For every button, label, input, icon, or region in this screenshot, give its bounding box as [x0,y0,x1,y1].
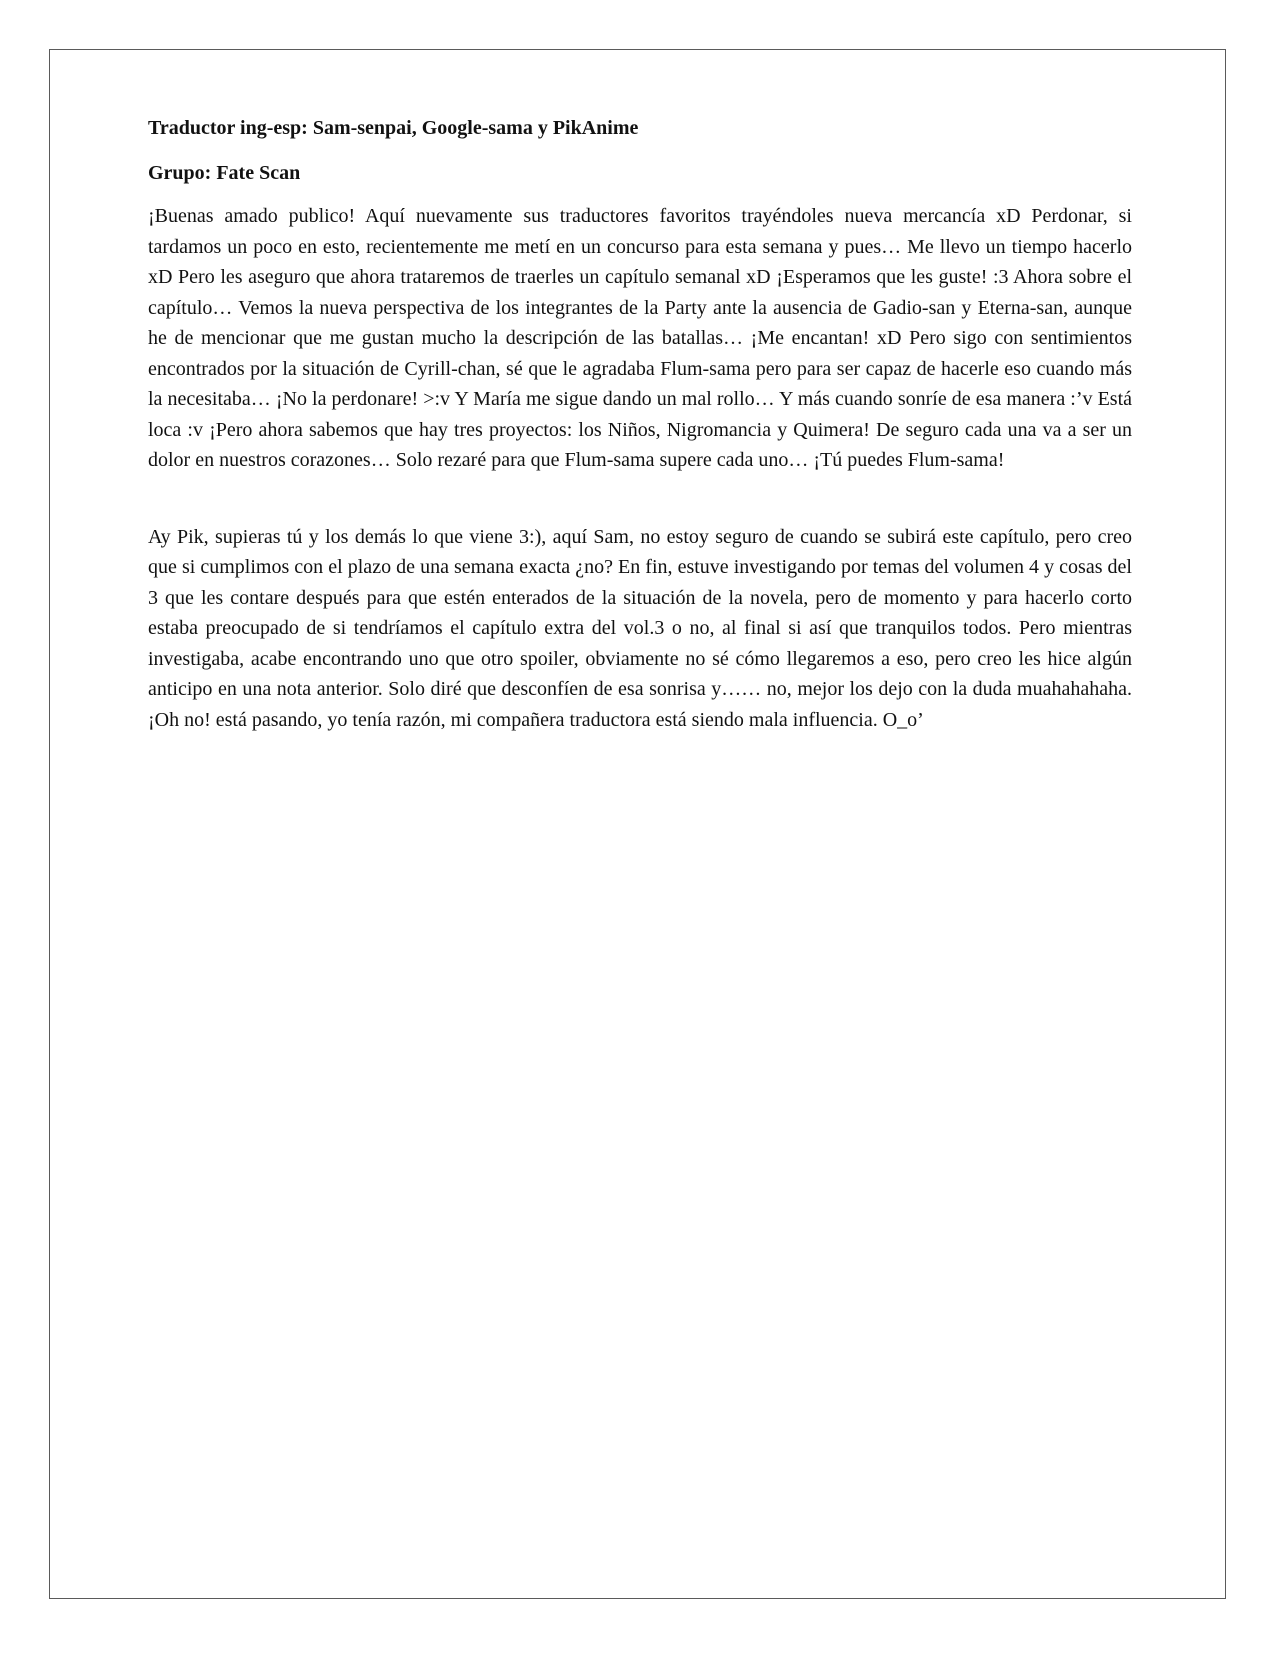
paragraph-pik-note: ¡Buenas amado publico! Aquí nuevamente sus traductores favoritos trayéndoles nueva mercancía xD Perdonar, si tardamos un poco en esto, recientemente me metí en un concurso para esta semana y pues… Me llevo un tiempo hacerlo xD Pero les aseguro que ahora trataremos de traerles un capítulo semanal xD ¡Esperamos que les guste! :3 Ahora sobre el capítulo… Vemos la nueva perspectiva de los integrantes de la Party ante la ausencia de Gadio-san y Eterna-san, aunque he de mencionar que me gustan mucho la descripción de las batallas… ¡Me encantan! xD Pero sigo con sentimientos encontrados por la situación de Cyrill-chan, sé que le agradaba Flum-sama pero para ser capaz de hacerle eso cuando más la necesitaba… ¡No la perdonare! >:v Y María me sigue dando un mal rollo… Y más cuando sonríe de esa manera :’v Está loca :v ¡Pero ahora sabemos que hay tres proyectos: los Niños, Nigromancia y Quimera! De seguro cada una va a ser un dolor en nuestros corazones… Solo rezaré para que Flum-sama supere cada uno… ¡Tú puedes Flum-sama! [148,205,1132,471]
group-heading: Grupo: Fate Scan [148,162,301,184]
translator-heading: Traductor ing-esp: Sam-senpai, Google-sama y PikAnime [148,117,639,139]
document-body [148,115,1132,735]
paragraph-sam-note: Ay Pik, supieras tú y los demás lo que viene 3:), aquí Sam, no estoy seguro de cuando se subirá este capítulo, pero creo que si cumplimos con el plazo de una semana exacta ¿no? En fin, estuve investigando por temas del volumen 4 y cosas del 3 que les contare después para que estén enterados de la situación de la novela, pero de momento y para hacerlo corto estaba preocupado de si tendríamos el capítulo extra del vol.3 o no, al final si así que tranquilos todos. Pero mientras investigaba, acabe encontrando uno que otro spoiler, obviamente no sé cómo llegaremos a eso, pero creo les hice algún anticipo en una nota anterior. Solo diré que desconfíen de esa sonrisa y…… no, mejor los dejo con la duda muahahahaha. ¡Oh no! está pasando, yo tenía razón, mi compañera traductora está siendo mala influencia. O_o’ [148,525,1132,731]
